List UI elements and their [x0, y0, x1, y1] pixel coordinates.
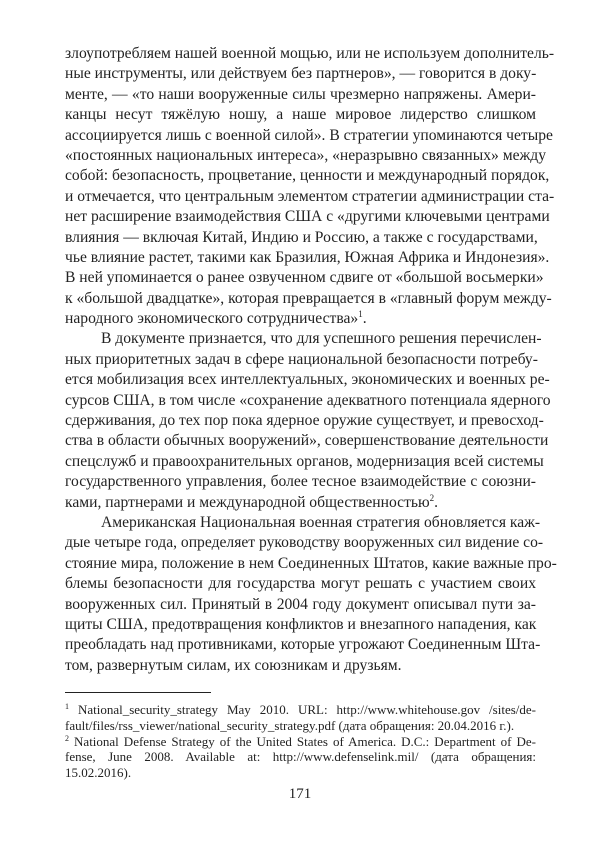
- footnote-separator: [65, 692, 211, 693]
- text-line: государственного управления, более тесное взаимодействие с союзни-: [65, 473, 536, 491]
- punct: .: [362, 310, 367, 328]
- text-line: ется мобилизация всех интеллектуальных, экономических и военных ре-: [65, 371, 550, 389]
- footnote-mark: 2: [65, 733, 69, 743]
- text-line: том, развернутым силам, их союзникам и друзьям.: [65, 656, 402, 674]
- main-text: [65, 44, 557, 676]
- footnote-text: National_security_strategy May 2010. URL: http://www.whitehouse.gov /sites/de-: [77, 702, 536, 717]
- text-line: В ней упоминается о ранее озвученном сдвиге от «большой восьмерки»: [65, 269, 544, 287]
- text-line: ные инструменты, или действуем без партнеров», — говорится в доку-: [65, 65, 537, 83]
- text-line: канцы несут тяжёлую ношу, а наше мировое лидерство слишком: [65, 106, 536, 124]
- text-line: стояние мира, положение в нем Соединенных Штатов, какие важные про-: [65, 554, 557, 572]
- text-line: ных приоритетных задач в сфере национальной безопасности потребу-: [65, 350, 538, 368]
- text-line: чье влияние растет, такими как Бразилия, Южная Африка и Индонезия».: [65, 248, 550, 266]
- text-line: преобладать над противниками, которые угрожают Соединенным Шта-: [65, 636, 541, 654]
- text-line: менте, — «то наши вооруженные силы чрезмерно напряжены. Амери-: [65, 85, 536, 103]
- text-line: блемы безопасности для государства могут решать с участием своих: [65, 575, 536, 593]
- text-line: влияния — включая Китай, Индию и Россию, а также с государствами,: [65, 228, 538, 246]
- footnote-ref-2[interactable]: 2: [429, 492, 435, 503]
- footnotes: [65, 702, 536, 781]
- footnote-2: [65, 734, 536, 750]
- text-line: [65, 493, 536, 513]
- footnote-2-cont: 15.02.2016).: [65, 765, 132, 781]
- footnote-1: [65, 702, 536, 718]
- footnote-ref-1[interactable]: 1: [358, 309, 363, 320]
- footnote-mark: 1: [65, 702, 69, 711]
- footnote-1-cont: fault/files/rss_viewer/national_security_strategy.pdf (дата обращения: 20.04.2016 г.).: [65, 717, 515, 733]
- text-line: ства в области обычных вооружений», совершенствование деятельности: [65, 432, 549, 450]
- text-line: злоупотребляем нашей военной мощью, или не используем дополнитель-: [65, 45, 555, 62]
- footnote-text: National Defense Strategy of the United States of America. D.C.: Department of De-: [74, 733, 537, 749]
- text-line: собой: безопасность, процветание, ценности и международный порядок,: [65, 167, 550, 185]
- text-line: В документе признается, что для успешного решения перечислен-: [101, 330, 542, 348]
- text-line: нет расширение взаимодействия США с «другими ключевыми центрами: [65, 208, 550, 226]
- text-line: вооруженных сил. Принятый в 2004 году документ описывал пути за-: [65, 595, 536, 613]
- text-line: дые четыре года, определяет руководству вооруженных сил видение со-: [65, 534, 544, 552]
- text-line: и отмечается, что центральным элементом стратегии администрации ста-: [65, 187, 555, 205]
- footnote-2-cont: fense, June 2008. Available at: http://www.defenselink.mil/ (дата обращения:: [65, 749, 536, 765]
- text-span: народного экономического сотрудничества»: [65, 310, 359, 328]
- text-line: спецслужб и правоохранительных органов, модернизация всей системы: [65, 452, 544, 470]
- text-line: ассоциируется лишь с военной силой». В стратегии упоминаются четыре: [65, 126, 553, 144]
- page-number: 171: [288, 786, 312, 802]
- text-line: сдерживания, до тех пор пока ядерное оружие существует, и превосход-: [65, 412, 544, 430]
- text-span: ками, партнерами и международной общественностью: [65, 493, 430, 511]
- text-line: к «большой двадцатке», которая превращается в «главный форум между-: [65, 289, 552, 307]
- text-line: щиты США, предотвращения конфликтов и внезапного нападения, как: [65, 615, 537, 633]
- text-line: Американская Национальная военная стратегия обновляется каж-: [101, 513, 541, 531]
- text-line: «постоянных национальных интереса», «неразрывно связанных» между: [65, 146, 547, 164]
- punct: .: [434, 493, 439, 511]
- text-line: сурсов США, в том числе «сохранение адекватного потенциала ядерного: [65, 391, 551, 409]
- text-line: [65, 309, 536, 329]
